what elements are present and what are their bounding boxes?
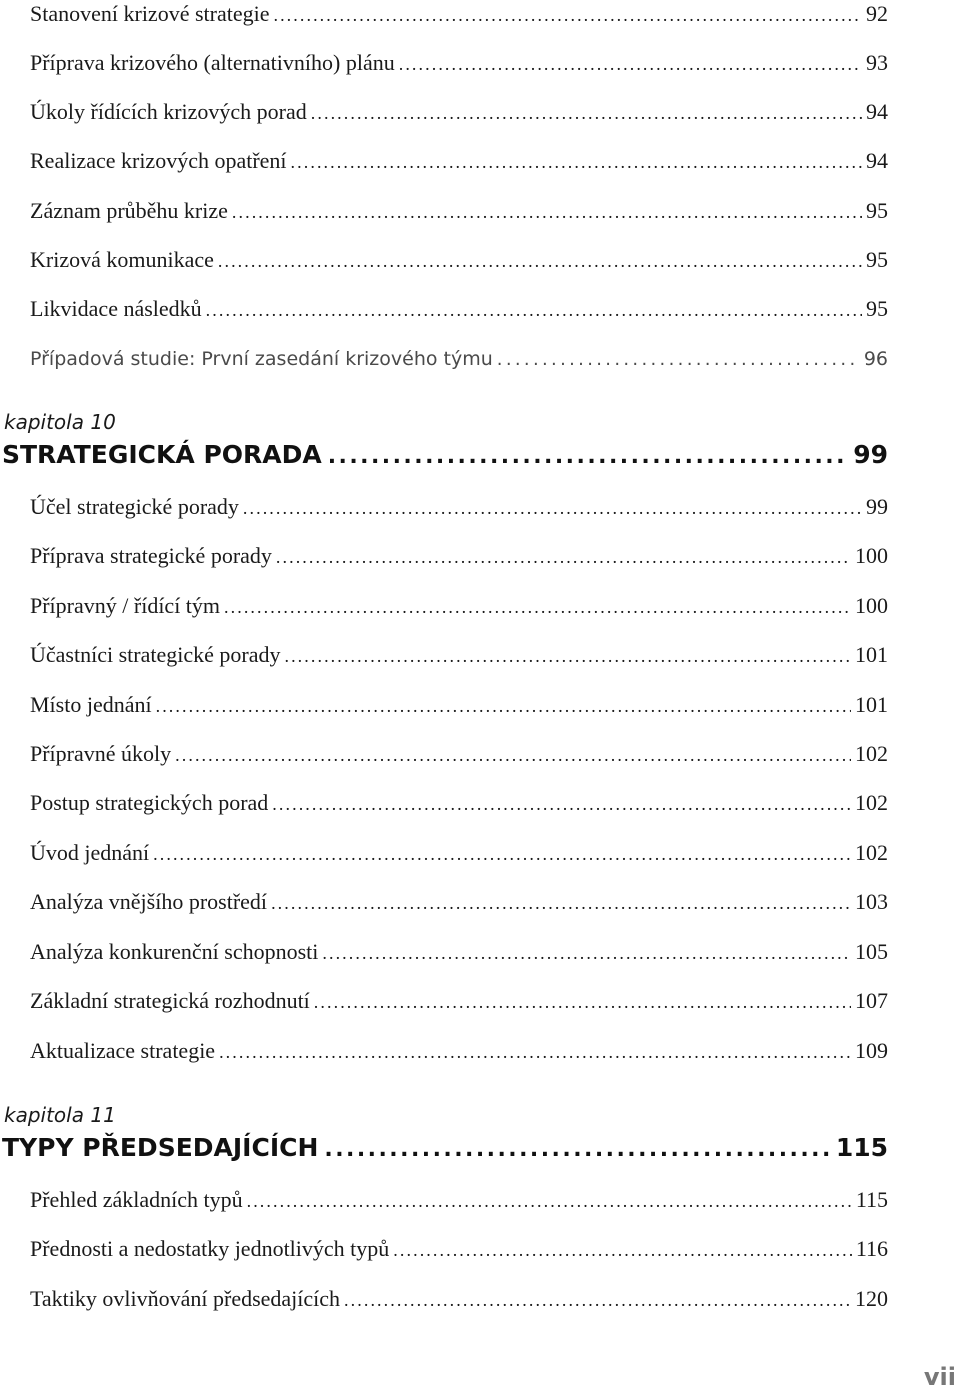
- dot-leader: [311, 96, 862, 129]
- toc-entry[interactable]: [30, 0, 888, 31]
- toc-entry-title: Účel strategické porady: [30, 494, 239, 519]
- toc-entry-title: Příprava strategické porady: [30, 543, 272, 568]
- toc-entry-title: Postup strategických porad: [30, 790, 269, 815]
- toc-entry[interactable]: [30, 1034, 888, 1068]
- chapter-title: TYPY PŘEDSEDAJÍCÍCH: [2, 1133, 319, 1162]
- toc-entry-page: 92: [866, 1, 888, 26]
- toc-entry[interactable]: [30, 46, 888, 80]
- dot-leader: [156, 689, 851, 722]
- toc-entry-page: 94: [866, 99, 888, 124]
- toc-entry-page: 120: [855, 1286, 888, 1311]
- toc-entry-page: 105: [855, 939, 888, 964]
- toc-entry-title: Účastníci strategické porady: [30, 642, 281, 667]
- toc-entry[interactable]: [30, 688, 888, 722]
- toc-entry-title: Příprava krizového (alternativního) plánu: [30, 50, 395, 75]
- toc-entry-title: Místo jednání: [30, 692, 152, 717]
- dot-leader: [247, 1184, 852, 1217]
- dot-leader: [206, 293, 862, 326]
- dot-leader: [271, 886, 851, 919]
- chapter-title: STRATEGICKÁ PORADA: [2, 440, 322, 469]
- dot-leader: [272, 787, 851, 820]
- toc-entry[interactable]: [30, 95, 888, 129]
- toc-entry-page: 95: [866, 296, 888, 321]
- toc-entry[interactable]: [30, 885, 888, 919]
- toc-entry[interactable]: [30, 490, 888, 524]
- chapter-page: 115: [835, 1133, 888, 1162]
- toc-entry-page: 95: [866, 198, 888, 223]
- dot-leader: [153, 837, 851, 870]
- dot-leader: [344, 1283, 851, 1316]
- toc-entry-title: Analýza vnějšího prostředí: [30, 889, 268, 914]
- toc-entry[interactable]: [30, 539, 888, 573]
- toc-entry[interactable]: [30, 194, 888, 228]
- toc-entry[interactable]: [30, 144, 888, 178]
- toc-entry[interactable]: [30, 1232, 888, 1266]
- toc-entry-page: 109: [855, 1038, 888, 1063]
- toc-entry-page: 103: [855, 889, 888, 914]
- toc-entry[interactable]: [30, 589, 888, 623]
- toc-entry-title: Taktiky ovlivňování předsedajících: [30, 1286, 341, 1311]
- toc-entry[interactable]: [30, 243, 888, 277]
- dot-leader: [243, 491, 862, 524]
- toc-entry-page: 94: [866, 148, 888, 173]
- toc-entry-title: Úkoly řídících krizových porad: [30, 99, 307, 124]
- toc-entry-page: 102: [855, 741, 888, 766]
- toc-entry-page: 101: [855, 692, 888, 717]
- toc-entry-page: 115: [855, 1187, 888, 1212]
- toc-entry-page: 93: [866, 50, 888, 75]
- dot-leader: [497, 343, 860, 376]
- toc-entry-page: 102: [855, 840, 888, 865]
- toc-entry-title: Přehled základních typů: [30, 1187, 243, 1212]
- dot-leader: [218, 244, 862, 277]
- toc-entry-title: Případová studie: První zasedání krizového týmu: [30, 348, 493, 370]
- toc-entry-title: Analýza konkurenční schopnosti: [30, 939, 319, 964]
- toc-entry-title: Záznam průběhu krize: [30, 198, 228, 223]
- toc-entry[interactable]: [30, 737, 888, 771]
- dot-leader: [175, 738, 851, 771]
- toc-entry-case-study[interactable]: [30, 342, 888, 376]
- dot-leader: [322, 936, 851, 969]
- chapter-label: kapitola 11: [4, 1103, 116, 1127]
- toc-entry-page: 102: [855, 790, 888, 815]
- toc-entry[interactable]: [30, 786, 888, 820]
- dot-leader: [328, 439, 849, 473]
- toc-entry-page: 96: [863, 348, 888, 370]
- dot-leader: [224, 590, 851, 623]
- toc-entry[interactable]: [30, 836, 888, 870]
- toc-entry-title: Základní strategická rozhodnutí: [30, 988, 310, 1013]
- chapter-label: kapitola 10: [4, 410, 116, 434]
- toc-entry-page: 107: [855, 988, 888, 1013]
- dot-leader: [232, 195, 862, 228]
- dot-leader: [219, 1035, 851, 1068]
- toc-entry-page: 100: [855, 593, 888, 618]
- chapter-heading[interactable]: [2, 437, 888, 473]
- chapter-page: 99: [853, 440, 888, 469]
- toc-entry-title: Krizová komunikace: [30, 247, 214, 272]
- dot-leader: [284, 639, 851, 672]
- toc-entry[interactable]: [30, 1282, 888, 1316]
- dot-leader: [399, 47, 862, 80]
- toc-entry[interactable]: [30, 984, 888, 1018]
- toc-entry-page: 100: [855, 543, 888, 568]
- toc-entry-title: Realizace krizových opatření: [30, 148, 287, 173]
- toc-entry-title: Přednosti a nedostatky jednotlivých typů: [30, 1236, 390, 1261]
- dot-leader: [276, 540, 851, 573]
- toc-entry-title: Přípravný / řídící tým: [30, 593, 221, 618]
- toc-entry-title: Likvidace následků: [30, 296, 202, 321]
- dot-leader: [393, 1233, 852, 1266]
- toc-entry-page: 95: [866, 247, 888, 272]
- dot-leader: [314, 985, 851, 1018]
- toc-entry[interactable]: [30, 1183, 888, 1217]
- dot-leader: [291, 145, 862, 178]
- toc-entry-page: 101: [855, 642, 888, 667]
- toc-entry[interactable]: [30, 935, 888, 969]
- toc-entry-title: Úvod jednání: [30, 840, 150, 865]
- page-number: vii: [923, 1363, 956, 1391]
- toc-entry-title: Stanovení krizové strategie: [30, 1, 270, 26]
- dot-leader: [273, 0, 862, 31]
- chapter-heading[interactable]: [2, 1130, 888, 1166]
- toc-entry-page: 116: [855, 1236, 888, 1261]
- toc-entry[interactable]: [30, 638, 888, 672]
- toc-entry-page: 99: [866, 494, 888, 519]
- toc-entry-title: Přípravné úkoly: [30, 741, 172, 766]
- dot-leader: [324, 1132, 831, 1166]
- toc-entry-title: Aktualizace strategie: [30, 1038, 216, 1063]
- toc-entry[interactable]: [30, 292, 888, 326]
